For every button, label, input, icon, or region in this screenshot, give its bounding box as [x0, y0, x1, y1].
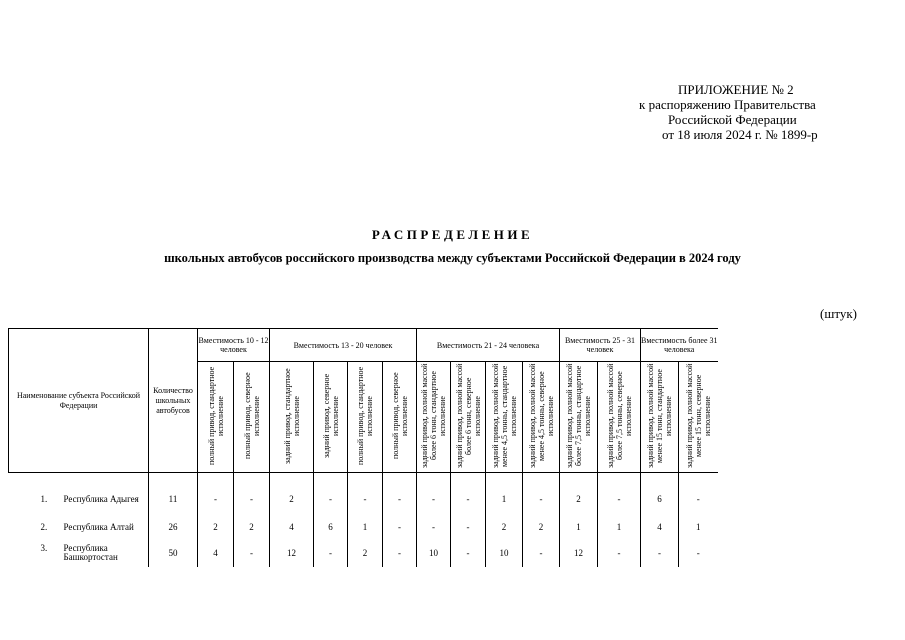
- value-cell: 1: [560, 515, 598, 539]
- subcolumn-header: полный привод, стандартное исполнение: [348, 362, 383, 473]
- value-cell: -: [451, 483, 486, 515]
- table-row: [9, 515, 718, 539]
- header-divider-row: [9, 473, 718, 484]
- value-cell: 2: [198, 515, 234, 539]
- group-header: Вместимость 25 - 31 человек: [560, 329, 641, 362]
- value-cell: 1: [348, 515, 383, 539]
- appendix-line-2: к распоряжению Правительства: [639, 97, 816, 112]
- value-cell: 1: [598, 515, 641, 539]
- subcolumn-header: полный привод, стандартное исполнение: [198, 362, 234, 473]
- row-number: 3.: [40, 543, 48, 553]
- value-cell: -: [641, 539, 679, 567]
- value-cell: 2: [348, 539, 383, 567]
- value-cell: 10: [486, 539, 523, 567]
- value-cell: 10: [417, 539, 451, 567]
- value-cell: -: [234, 539, 270, 567]
- value-cell: 2: [234, 515, 270, 539]
- value-cell: 12: [560, 539, 598, 567]
- subcolumn-header: задний привод, стандартное исполнение: [270, 362, 314, 473]
- group-header: Вместимость 10 - 12 человек: [198, 329, 270, 362]
- group-header: Вместимость более 31 человека: [641, 329, 718, 362]
- value-cell: -: [234, 483, 270, 515]
- units-label: (штук): [820, 306, 857, 321]
- value-cell: -: [198, 483, 234, 515]
- subcolumn-header: задний привод, полной массой более 7,5 тонны, северное исполнение: [598, 362, 641, 473]
- value-cell: -: [383, 539, 417, 567]
- region-cell: [9, 515, 149, 539]
- region-name: Республика Башкортостан: [63, 543, 118, 562]
- value-cell: -: [417, 515, 451, 539]
- subcolumn-header: задний привод, полной массой более 7,5 тонны, стандартное исполнение: [560, 362, 598, 473]
- region-column-header: Наименование субъекта Российской Федерации: [9, 329, 149, 473]
- count-column-header: Количество школьных автобусов: [149, 329, 198, 473]
- subcolumn-header: задний привод, полной массой менее 4,5 тонны, стандартное исполнение: [486, 362, 523, 473]
- value-cell: 4: [198, 539, 234, 567]
- appendix-block: [600, 82, 900, 142]
- value-cell: 4: [641, 515, 679, 539]
- value-cell: 2: [486, 515, 523, 539]
- region-cell: [9, 483, 149, 515]
- value-cell: -: [314, 539, 348, 567]
- subcolumn-header: задний привод, полной массой менее 15 тонн, стандартное исполнение: [641, 362, 679, 473]
- value-cell: 12: [270, 539, 314, 567]
- subcolumn-header: задний привод, северное исполнение: [314, 362, 348, 473]
- row-number: 2.: [40, 521, 48, 532]
- header-row-groups: [9, 329, 718, 362]
- value-cell: -: [598, 483, 641, 515]
- document-subtitle: школьных автобусов российского производства между субъектами Российской Федерации в 2024 году: [164, 251, 741, 265]
- value-cell: -: [383, 515, 417, 539]
- value-cell: 2: [270, 483, 314, 515]
- subcolumn-header: задний привод, полной массой менее 15 тонн, северное исполнение: [679, 362, 718, 473]
- value-cell: 1: [486, 483, 523, 515]
- value-cell: 2: [560, 483, 598, 515]
- value-cell: 2: [523, 515, 560, 539]
- value-cell: 6: [641, 483, 679, 515]
- table-body: [9, 483, 718, 567]
- value-cell: 4: [270, 515, 314, 539]
- group-header: Вместимость 21 - 24 человека: [417, 329, 560, 362]
- appendix-line-3: Российской Федерации: [668, 112, 797, 127]
- table-row: [9, 483, 718, 515]
- value-cell: -: [679, 539, 718, 567]
- value-cell: -: [383, 483, 417, 515]
- total-cell: 50: [149, 539, 198, 567]
- total-cell: 11: [149, 483, 198, 515]
- value-cell: 6: [314, 515, 348, 539]
- document-title: РАСПРЕДЕЛЕНИЕ: [371, 227, 534, 242]
- subcolumn-header: полный привод, северное исполнение: [383, 362, 417, 473]
- subcolumn-header: задний привод, полной массой менее 4,5 тонны, северное исполнение: [523, 362, 560, 473]
- value-cell: -: [523, 539, 560, 567]
- total-cell: 26: [149, 515, 198, 539]
- subcolumn-header: задний привод, полной массой более 6 тонн, стандартное исполнение: [417, 362, 451, 473]
- value-cell: -: [417, 483, 451, 515]
- value-cell: -: [679, 483, 718, 515]
- appendix-line-4: от 18 июля 2024 г. № 1899-р: [662, 127, 818, 142]
- value-cell: -: [451, 515, 486, 539]
- table-row: [9, 539, 718, 567]
- row-number: 1.: [40, 493, 48, 504]
- distribution-table: [8, 328, 718, 567]
- group-header: Вместимость 13 - 20 человек: [270, 329, 417, 362]
- subcolumn-header: полный привод, северное исполнение: [234, 362, 270, 473]
- value-cell: -: [598, 539, 641, 567]
- value-cell: -: [451, 539, 486, 567]
- subcolumn-header: задний привод, полной массой более 6 тонн, северное исполнение: [451, 362, 486, 473]
- region-name: Республика Адыгея: [63, 493, 139, 504]
- region-name: Республика Алтай: [63, 521, 134, 532]
- value-cell: -: [314, 483, 348, 515]
- value-cell: 1: [679, 515, 718, 539]
- region-cell: [9, 539, 149, 567]
- appendix-title: ПРИЛОЖЕНИЕ № 2: [678, 82, 794, 97]
- value-cell: -: [523, 483, 560, 515]
- value-cell: -: [348, 483, 383, 515]
